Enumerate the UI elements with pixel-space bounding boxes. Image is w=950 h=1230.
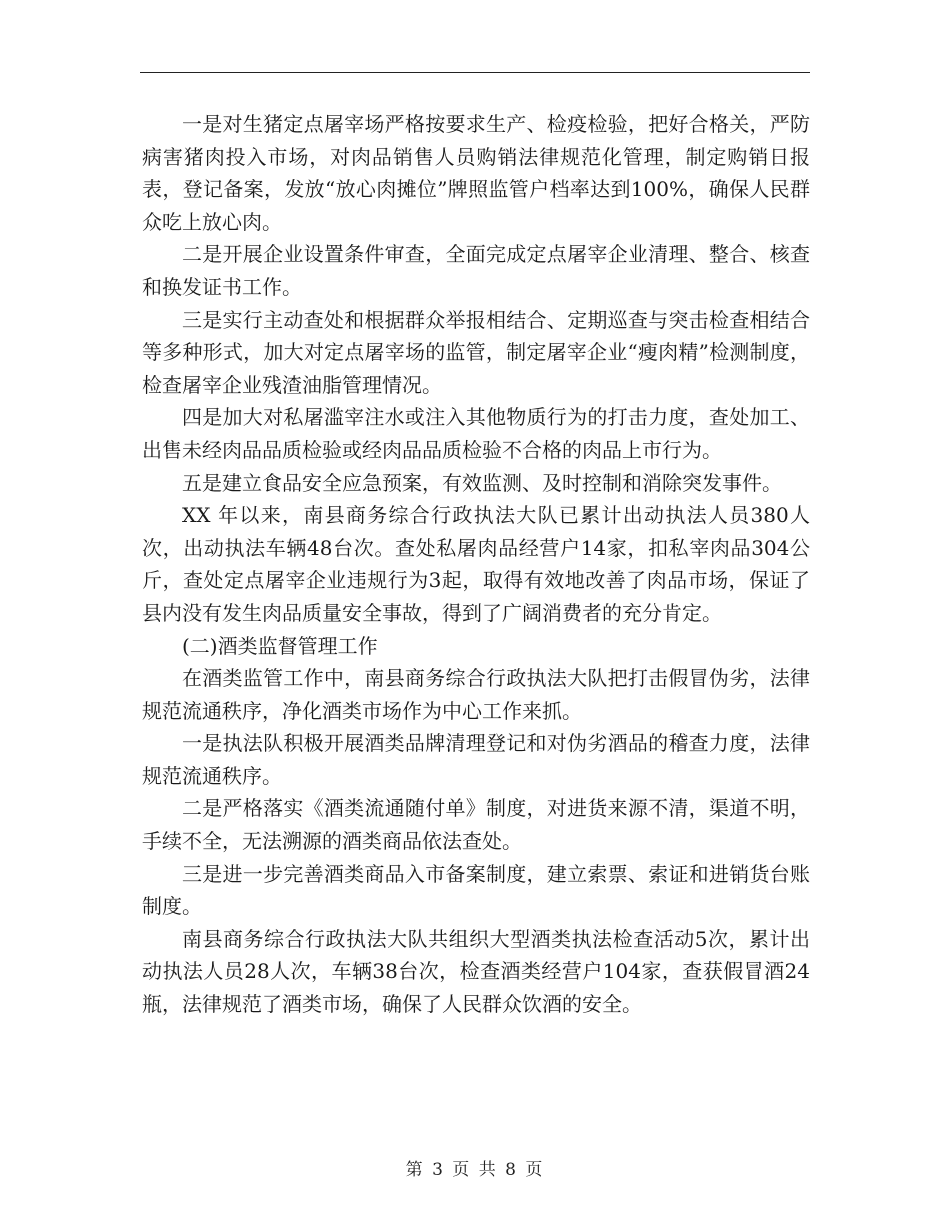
- paragraph: 四是加大对私屠滥宰注水或注入其他物质行为的打击力度，查处加工、出售未经肉品品质检验或经肉品品质检验不合格的肉品上市行为。: [142, 405, 810, 462]
- paragraph: 二是开展企业设置条件审查，全面完成定点屠宰企业清理、整合、核查和换发证书工作。: [142, 242, 810, 299]
- paragraph: 南县商务综合行政执法大队共组织大型酒类执法检查活动5次，累计出动执法人员28人次，车辆38台次，检查酒类经营户104家，查获假冒酒24瓶，法律规范了酒类市场，确保了人民群众饮酒的安全。: [142, 926, 810, 1017]
- paragraph: 五是建立食品安全应急预案，有效监测、及时控制和消除突发事件。: [182, 470, 782, 495]
- paragraph: 三是进一步完善酒类商品入市备案制度，建立索票、索证和进销货台账制度。: [142, 861, 810, 919]
- document-body: [142, 108, 810, 1021]
- paragraph: XX 年以来，南县商务综合行政执法大队已累计出动执法人员380人次，出动执法车辆48台次。查处私屠肉品经营户14家，扣私宰肉品304公斤，查处定点屠宰企业违规行为3起，取得有效地改善了肉品市场，保证了县内没有发生肉品质量安全事故，得到了广阔消费者的充分肯定。: [142, 503, 810, 625]
- paragraph: 在酒类监管工作中，南县商务综合行政执法大队把打击假冒伪劣，法律规范流通秩序，净化酒类市场作为中心工作来抓。: [142, 666, 810, 723]
- paragraph: 二是严格落实《酒类流通随付单》制度，对进货来源不清，渠道不明，手续不全，无法溯源的酒类商品依法查处。: [142, 796, 810, 854]
- paragraph: 一是执法队积极开展酒类品牌清理登记和对伪劣酒品的稽查力度，法律规范流通秩序。: [142, 731, 810, 788]
- page-number-footer: 第 3 页 共 8 页: [405, 1160, 545, 1180]
- section-heading: (二)酒类监督管理工作: [182, 633, 378, 658]
- paragraph: 三是实行主动查处和根据群众举报相结合、定期巡查与突击检查相结合等多种形式，加大对定点屠宰场的监管，制定屠宰企业“瘦肉精”检测制度，检查屠宰企业残渣油脂管理情况。: [142, 307, 810, 397]
- paragraph: 一是对生猪定点屠宰场严格按要求生产、检疫检验，把好合格关，严防病害猪肉投入市场，对肉品销售人员购销法律规范化管理，制定购销日报表，登记备案，发放“放心肉摊位”牌照监管户档率达到100%，确保人民群众吃上放心肉。: [142, 112, 810, 234]
- header-rule: [140, 72, 810, 73]
